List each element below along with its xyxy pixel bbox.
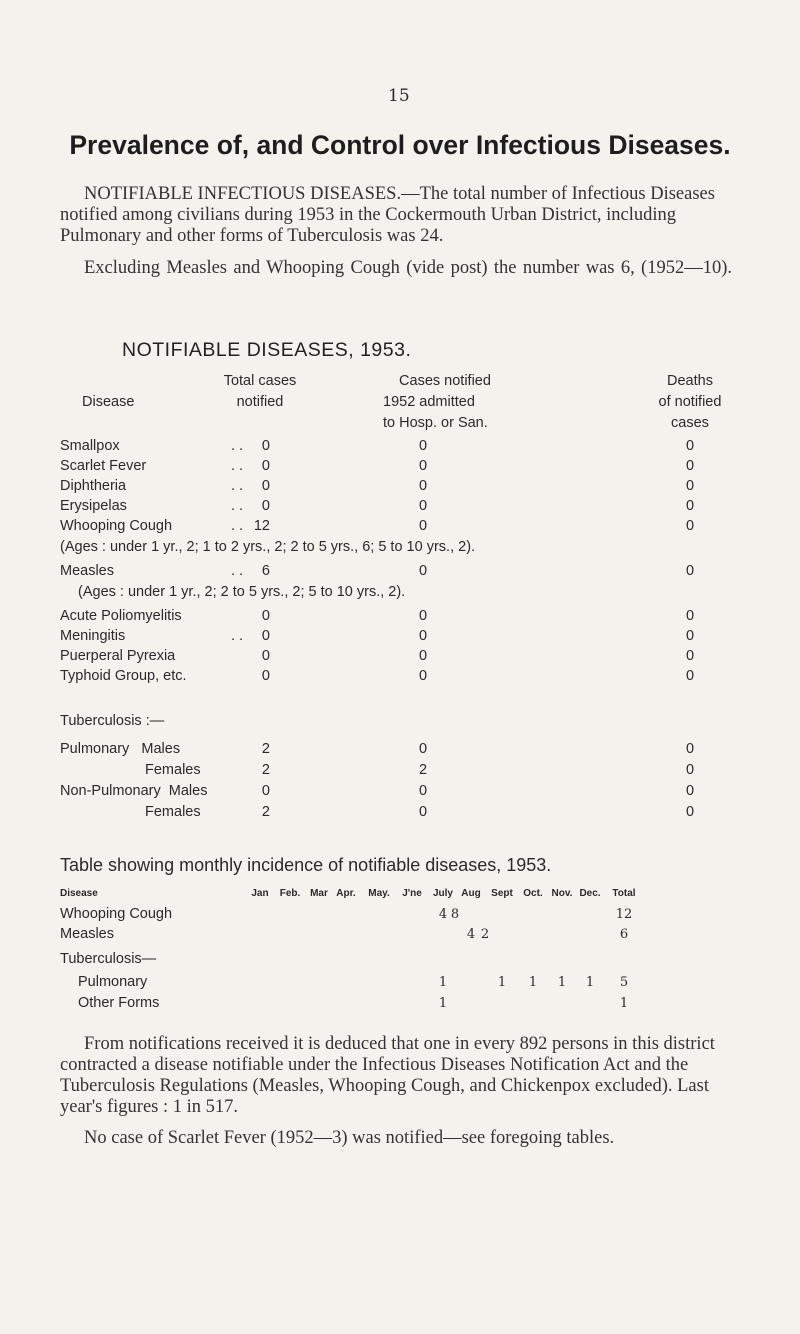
table2-total: 12 <box>615 907 633 922</box>
table2-cell: 1 <box>528 975 538 990</box>
row-hosp: 0 <box>418 608 428 624</box>
row-deaths: 0 <box>685 608 695 624</box>
row-deaths: 0 <box>685 741 695 757</box>
whooping-cough-ages: (Ages : under 1 yr., 2; 1 to 2 yrs., 2; 2 to 5 yrs., 6; 5 to 10 yrs., 2). <box>60 539 476 555</box>
table2-cell: 2 <box>480 927 490 942</box>
table2-cell: 1 <box>438 975 448 990</box>
header-month: J'ne <box>402 888 422 899</box>
row-total: 2 <box>261 762 270 778</box>
table1-title: NOTIFIABLE DISEASES, 1953. <box>122 339 412 361</box>
row-disease-name: Diphtheria <box>60 478 127 494</box>
row-dots: . . <box>231 563 244 579</box>
measles-ages: (Ages : under 1 yr., 2; 2 to 5 yrs., 2; 5 to 10 yrs., 2). <box>78 584 406 600</box>
row-hosp: 2 <box>418 762 428 778</box>
row-total: 0 <box>261 628 270 644</box>
row-dots: . . <box>231 518 244 534</box>
row-disease-name: Erysipelas <box>60 498 127 514</box>
row-hosp: 0 <box>418 741 428 757</box>
header-cases: cases <box>671 415 709 431</box>
table2-title: Table showing monthly incidence of notifiable diseases, 1953. <box>60 855 552 875</box>
row-deaths: 0 <box>685 648 695 664</box>
header-disease: Disease <box>60 888 98 899</box>
page-title: Prevalence of, and Control over Infectious Diseases. <box>69 130 731 160</box>
header-month: Jan <box>251 888 269 899</box>
row-disease-name: Measles <box>60 563 114 579</box>
row-total: 0 <box>261 668 270 684</box>
header-month: Oct. <box>523 888 543 899</box>
row-hosp: 0 <box>418 438 428 454</box>
table2-row-name: Other Forms <box>78 995 160 1011</box>
header-month: Aug <box>461 888 481 899</box>
table2-total: 6 <box>619 927 629 942</box>
row-hosp: 0 <box>418 804 428 820</box>
tb-row-name: Non-Pulmonary Males <box>60 783 208 799</box>
row-total: 0 <box>261 498 270 514</box>
row-dots: . . <box>231 458 244 474</box>
row-deaths: 0 <box>685 518 695 534</box>
table2-cell: 1 <box>438 996 448 1011</box>
header-1952-admitted: 1952 admitted <box>383 394 475 410</box>
row-disease-name: Acute Poliomyelitis <box>60 608 182 624</box>
table2-tb-heading: Tuberculosis— <box>60 951 157 967</box>
row-hosp: 0 <box>418 668 428 684</box>
row-deaths: 0 <box>685 478 695 494</box>
row-dots: . . <box>231 478 244 494</box>
tb-row-name: Females <box>145 804 201 820</box>
row-deaths: 0 <box>685 438 695 454</box>
table2-cell: 1 <box>585 975 595 990</box>
row-total: 0 <box>261 608 270 624</box>
row-deaths: 0 <box>685 628 695 644</box>
table2-total: 1 <box>619 996 629 1011</box>
table2-row-name: Whooping Cough <box>60 906 173 922</box>
page-number: 15 <box>388 86 410 106</box>
row-dots: . . <box>231 438 244 454</box>
header-month: Sept <box>491 888 513 899</box>
row-total: 0 <box>261 458 270 474</box>
table2-row-name: Pulmonary <box>78 974 148 990</box>
row-deaths: 0 <box>685 458 695 474</box>
header-month: Dec. <box>579 888 601 899</box>
header-deaths: Deaths <box>667 373 713 389</box>
row-deaths: 0 <box>685 498 695 514</box>
row-dots: . . <box>231 628 244 644</box>
row-total: 12 <box>253 518 270 534</box>
tb-row-name: Females <box>145 762 201 778</box>
header-month: Mar <box>310 888 328 899</box>
row-deaths: 0 <box>685 563 695 579</box>
header-notified: notified <box>236 394 284 410</box>
closing-paragraph: From notifications received it is deduced that one in every 892 persons in this district contracted a disease notifiable under the Infectious Diseases Notification Act and the Tuberculosis Regulations (Measles, Whooping Cough, and Chickenpox excluded). Last year's figures : 1 in 517. <box>60 1034 715 1117</box>
header-month: May. <box>368 888 390 899</box>
header-month: Apr. <box>336 888 356 899</box>
row-disease-name: Whooping Cough <box>60 518 173 534</box>
row-hosp: 0 <box>418 628 428 644</box>
row-deaths: 0 <box>685 783 695 799</box>
row-total: 6 <box>261 563 270 579</box>
table2-cell: 4 <box>466 927 476 942</box>
header-total: Total <box>612 888 636 899</box>
row-dots: . . <box>231 498 244 514</box>
tb-row-name: Pulmonary Males <box>60 741 181 757</box>
row-hosp: 0 <box>418 648 428 664</box>
row-hosp: 0 <box>418 518 428 534</box>
intro-paragraph-excluding: Excluding Measles and Whooping Cough (vide post) the number was 6, (1952—10). <box>84 258 732 278</box>
header-disease: Disease <box>82 394 135 410</box>
header-of-notified: of notified <box>658 394 722 410</box>
row-disease-name: Puerperal Pyrexia <box>60 648 176 664</box>
tuberculosis-heading: Tuberculosis :— <box>60 713 165 729</box>
row-hosp: 0 <box>418 498 428 514</box>
table2-row-name: Measles <box>60 926 114 942</box>
table2-total: 5 <box>619 975 629 990</box>
row-hosp: 0 <box>418 563 428 579</box>
row-hosp: 0 <box>418 783 428 799</box>
row-total: 0 <box>261 478 270 494</box>
table2-cell: 1 <box>497 975 507 990</box>
intro-paragraph: NOTIFIABLE INFECTIOUS DISEASES.—The total number of Infectious Diseases notified among civilians during 1953 in the Cockermouth Urban District, including Pulmonary and other forms of Tuberculosis was 24. <box>60 184 715 246</box>
row-deaths: 0 <box>685 762 695 778</box>
row-total: 0 <box>261 438 270 454</box>
row-hosp: 0 <box>418 478 428 494</box>
header-total-cases: Total cases <box>223 373 297 389</box>
row-disease-name: Meningitis <box>60 628 126 644</box>
closing-paragraph-scarlet-fever: No case of Scarlet Fever (1952—3) was notified—see foregoing tables. <box>84 1128 615 1148</box>
row-deaths: 0 <box>685 804 695 820</box>
row-deaths: 0 <box>685 668 695 684</box>
row-disease-name: Scarlet Fever <box>60 458 147 474</box>
header-cases-notified: Cases notified <box>399 373 491 389</box>
row-disease-name: Typhoid Group, etc. <box>60 668 187 684</box>
table2-cell: 4 <box>438 907 448 922</box>
header-month: Feb. <box>279 888 301 899</box>
row-total: 2 <box>261 804 270 820</box>
header-month: Nov. <box>551 888 573 899</box>
row-total: 2 <box>261 741 270 757</box>
header-to-hosp: to Hosp. or San. <box>383 415 488 431</box>
table2-cell: 1 <box>557 975 567 990</box>
row-disease-name: Smallpox <box>60 438 120 454</box>
table2-cell: 8 <box>450 907 460 922</box>
row-total: 0 <box>261 783 270 799</box>
row-total: 0 <box>261 648 270 664</box>
header-month: July <box>432 888 453 899</box>
row-hosp: 0 <box>418 458 428 474</box>
